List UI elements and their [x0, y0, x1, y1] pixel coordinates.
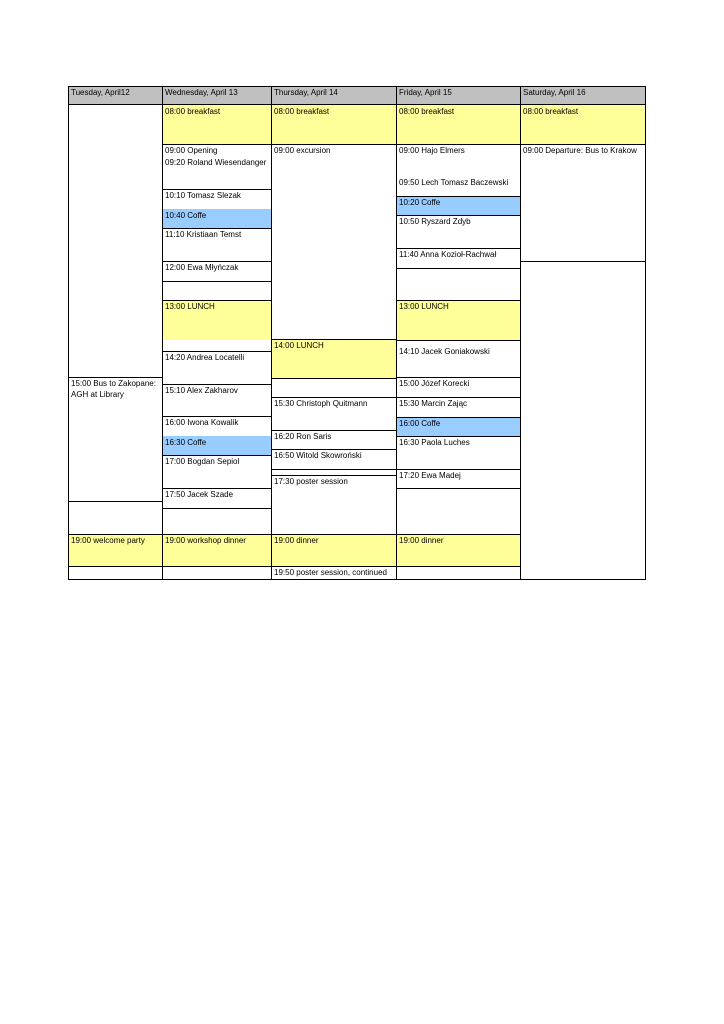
wednesday-coffee-1: 10:40 Coffe [163, 209, 272, 228]
header-thursday: Thursday, April 14 [272, 86, 397, 105]
grid-row-line [271, 339, 397, 340]
grid-row-line [396, 488, 521, 489]
wednesday-wiesendanger: 09:20 Roland Wiesendanger [165, 158, 267, 167]
grid-row-line [271, 449, 397, 450]
header-wednesday: Wednesday, April 13 [163, 86, 272, 105]
header-friday: Friday, April 15 [397, 86, 521, 105]
friday-coffee-1: 10:20 Coffe [397, 196, 521, 215]
thursday-breakfast: 08:00 breakfast [272, 105, 397, 145]
grid-row-line [162, 534, 272, 535]
wednesday-workshop-dinner: 19:00 workshop dinner [163, 534, 272, 567]
friday-dinner: 19:00 dinner [397, 534, 521, 567]
wednesday-temst: 11:10 Kristiaan Temst [165, 230, 242, 239]
grid-row-line [396, 248, 521, 249]
thursday-dinner: 19:00 dinner [272, 534, 397, 567]
grid-left-border [68, 86, 69, 580]
grid-row-line [162, 488, 272, 489]
grid-row-line [396, 436, 521, 437]
grid-row-line [396, 377, 521, 378]
wednesday-lunch: 13:00 LUNCH [163, 300, 272, 340]
grid-row-line [271, 397, 397, 398]
grid-row-line [162, 144, 272, 145]
grid-column-divider [520, 86, 521, 580]
grid-row-line [162, 228, 272, 229]
grid-row-line [396, 340, 521, 341]
friday-baczewski: 09:50 Lech Tomasz Baczewski [399, 178, 509, 187]
friday-elmers: 09:00 Hajo Elmers [399, 146, 465, 155]
thursday-lunch: 14:00 LUNCH [272, 339, 397, 378]
grid-row-line [68, 566, 163, 567]
grid-row-line [396, 144, 521, 145]
grid-column-divider [396, 86, 397, 580]
grid-row-line [271, 430, 397, 431]
thursday-quitmann: 15:30 Christoph Quitmann [274, 399, 368, 408]
thursday-excursion: 09:00 excursion [274, 146, 331, 155]
friday-zdyb: 10:50 Ryszard Zdyb [399, 217, 471, 226]
grid-row-line [520, 144, 646, 145]
grid-row-line [68, 501, 163, 502]
tuesday-bus: 15:00 Bus to Zakopane: AGH at Library [71, 379, 156, 399]
grid-column-divider [271, 86, 272, 580]
thursday-poster-session-continued: 19:50 poster session, continued [274, 568, 387, 577]
wednesday-locatelli: 14:20 Andrea Locatelli [165, 353, 245, 362]
grid-row-line [396, 196, 521, 197]
friday-goniakowski: 14:10 Jacek Goniakowski [399, 347, 490, 356]
grid-row-line [396, 534, 521, 535]
saturday-departure: 09:00 Departure: Bus to Krakow [523, 146, 637, 155]
wednesday-slezak: 10:10 Tomasz Slezak [165, 191, 241, 200]
grid-top-border [68, 86, 646, 87]
grid-column-divider [162, 86, 163, 580]
grid-row-line [162, 189, 272, 190]
grid-right-border [645, 86, 646, 580]
grid-row-line [396, 397, 521, 398]
friday-korecki: 15:00 Józef Korecki [399, 379, 470, 388]
friday-lunch: 13:00 LUNCH [397, 300, 521, 340]
grid-row-line [520, 261, 646, 262]
friday-luches: 16:30 Paola Luches [399, 438, 470, 447]
grid-row-line [271, 144, 397, 145]
friday-coffee-2: 16:00 Coffe [397, 417, 521, 436]
wednesday-mlynczak: 12:00 Ewa Młyńczak [165, 263, 239, 272]
thursday-poster-session: 17:30 poster session [274, 477, 348, 486]
grid-row-line [271, 378, 397, 379]
grid-row-line [162, 281, 272, 282]
grid-row-line [271, 534, 397, 535]
grid-row-line [162, 261, 272, 262]
grid-row-line [162, 455, 272, 456]
grid-header-divider [68, 104, 646, 105]
grid-row-line [396, 300, 521, 301]
wednesday-sepiol: 17:00 Bogdan Sepiol [165, 457, 240, 466]
thursday-skowronski: 16:50 Witold Skowroński [274, 451, 362, 460]
grid-row-line [396, 215, 521, 216]
wednesday-opening: 09:00 Opening [165, 146, 218, 155]
wednesday-zakharov: 15:10 Alex Zakharov [165, 386, 238, 395]
grid-bottom-border [68, 579, 646, 580]
friday-koziol-rachwal: 11:40 Anna Kozioł-Rachwał [399, 250, 497, 259]
header-tuesday: Tuesday, April12 [69, 86, 163, 105]
saturday-breakfast: 08:00 breakfast [521, 105, 645, 145]
grid-row-line [162, 384, 272, 385]
grid-row-line [162, 300, 272, 301]
grid-row-line [68, 377, 163, 378]
grid-row-line [271, 475, 397, 476]
wednesday-szade: 17:50 Jacek Szade [165, 490, 234, 499]
tuesday-welcome-party: 19:00 welcome party [69, 534, 163, 567]
grid-row-line [162, 566, 272, 567]
grid-row-line [162, 351, 272, 352]
grid-row-line [396, 469, 521, 470]
grid-row-line [396, 566, 521, 567]
wednesday-coffee-2: 16:30 Coffe [163, 436, 272, 455]
header-saturday: Saturday, April 16 [521, 86, 645, 105]
wednesday-breakfast: 08:00 breakfast [163, 105, 272, 145]
grid-row-line [68, 534, 163, 535]
thursday-saris: 16:20 Ron Saris [274, 432, 332, 441]
grid-row-line [271, 469, 397, 470]
friday-breakfast: 08:00 breakfast [397, 105, 521, 145]
friday-madej: 17:20 Ewa Madej [399, 471, 461, 480]
grid-row-line [271, 566, 397, 567]
wednesday-kowalik: 16:00 Iwona Kowalik [165, 418, 239, 427]
friday-zajac: 15:30 Marcin Zając [399, 399, 468, 408]
grid-row-line [162, 416, 272, 417]
grid-row-line [162, 508, 272, 509]
grid-row-line [396, 417, 521, 418]
grid-row-line [396, 268, 521, 269]
